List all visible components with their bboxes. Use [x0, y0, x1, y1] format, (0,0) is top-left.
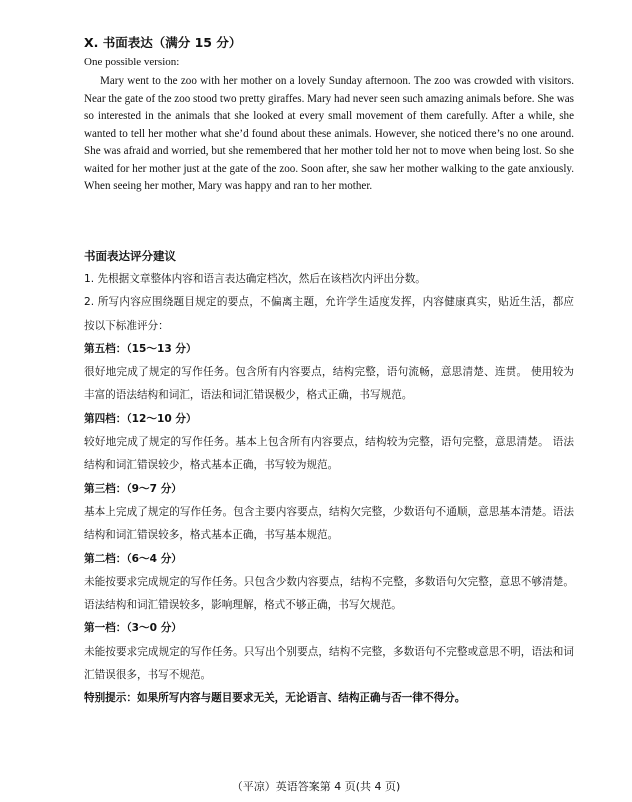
page-footer: （平凉）英语答案第 4 页(共 4 页): [231, 780, 401, 793]
level-3-title: 第三档：（9～7 分）: [84, 482, 182, 495]
level-5-desc: 很好地完成了规定的写作任务。包含所有内容要点，结构完整，语句流畅，意思清楚、连贯。 使用较为丰富的语法结构和词汇，语法和词汇错误极少，格式正确，书写规范。: [84, 366, 574, 402]
level-5-title: 第五档：（15～13 分）: [84, 342, 197, 355]
essay-intro: One possible version:: [84, 56, 180, 68]
level-2-desc: 未能按要求完成规定的写作任务。只包含少数内容要点，结构不完整，多数语句欠完整，意思不够清楚。语法结构和词汇错误较多，影响理解，格式不够正确，书写欠规范。: [84, 575, 574, 612]
criteria-list: [84, 268, 574, 711]
level-4-desc: 较好地完成了规定的写作任务。基本上包含所有内容要点，结构较为完整，语句完整，意思清楚。 语法结构和词汇错误较少，格式基本正确，书写较为规范。: [84, 436, 574, 472]
level-3-desc: 基本上完成了规定的写作任务。包含主要内容要点，结构欠完整，少数语句不通顺，意思基本清楚。语法结构和词汇错误较多，格式基本正确，书写基本规范。: [84, 505, 574, 542]
criteria-heading: 书面表达评分建议: [84, 249, 176, 263]
section-title: X. 书面表达（满分 15 分）: [84, 35, 242, 50]
level-2-title: 第二档：（6～4 分）: [84, 552, 182, 565]
special-warning: 特别提示：如果所写内容与题目要求无关，无论语言、结构正确与否一律不得分。: [84, 692, 466, 705]
level-4-title: 第四档：（12～10 分）: [84, 412, 197, 425]
essay-body: Mary went to the zoo with her mother on a lovely Sunday afternoon. The zoo was crowded with visitors. Near the gate of the zoo stood two pretty giraffes. Mary had never seen such amazing animals before. She was so interested in the animals that she looked at every small movement of them carefully. After a while, she wanted to tell her mother what she’d found about these animals. However, she noticed there’s no one around. She was afraid and worried, but she remembered that her mother told her not to move when being lost. So she waited for her mother just at the gate of the zoo. Soon after, she saw her mother walking to the gate anxiously. When seeing her mother, Mary was happy and ran to her mother.: [84, 75, 574, 192]
rule-1: 1. 先根据文章整体内容和语言表达确定档次，然后在该档次内评出分数。: [84, 273, 426, 285]
rule-2: 2. 所写内容应围绕题目规定的要点，不偏离主题，允许学生适度发挥，内容健康真实，贴近生活，都应按以下标准评分：: [84, 296, 574, 332]
level-1-title: 第一档：（3～0 分）: [84, 622, 182, 635]
level-1-desc: 未能按要求完成规定的写作任务。只写出个别要点，结构不完整，多数语句不完整或意思不明，语法和词汇错误很多，书写不规范。: [84, 645, 574, 682]
